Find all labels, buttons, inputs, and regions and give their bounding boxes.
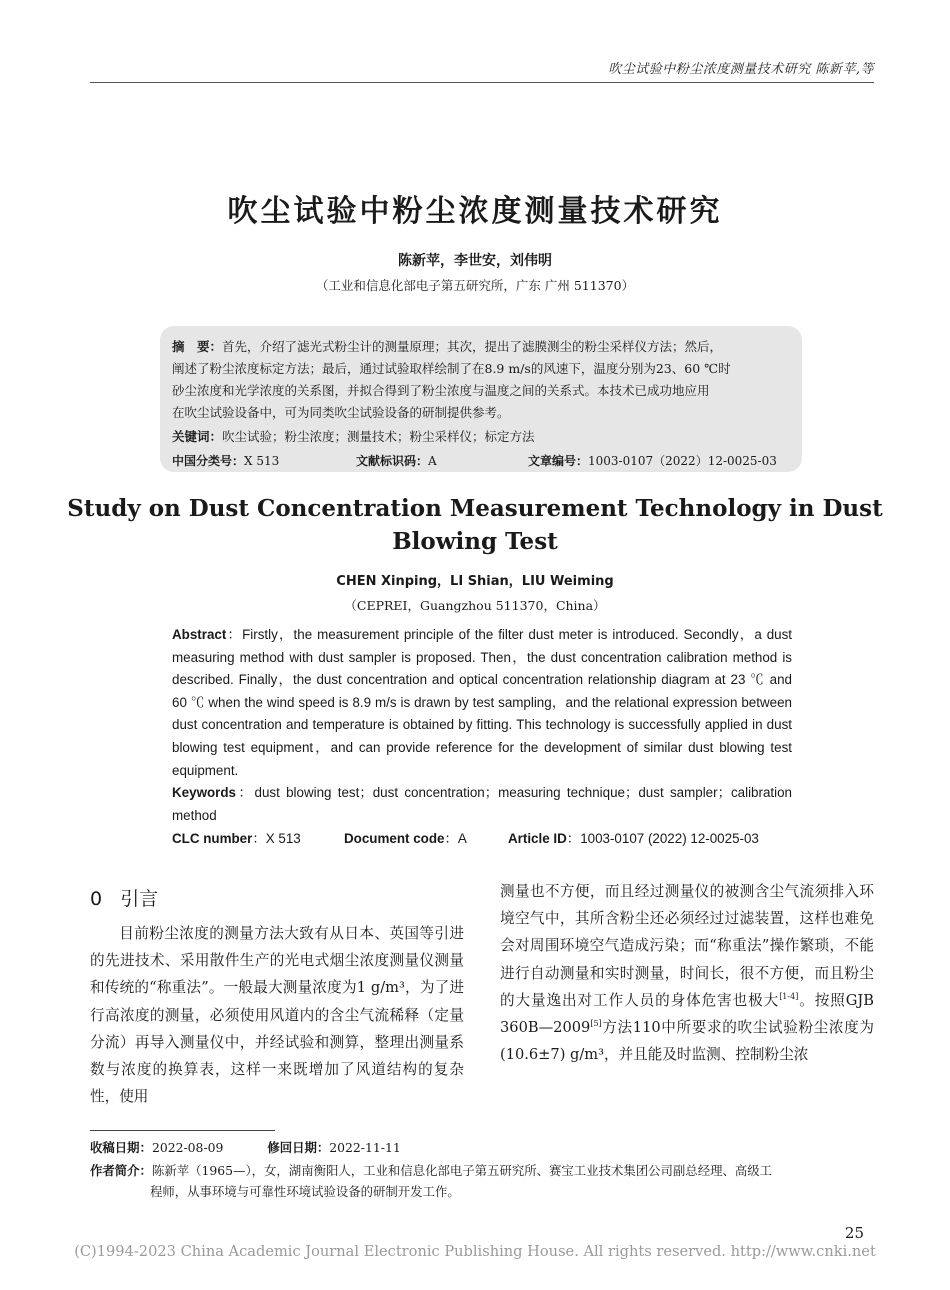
codes-row-en (172, 828, 792, 850)
affiliation-cn: （工业和信息化部电子第五研究所，广东 广州 511370） (315, 278, 635, 293)
paper-title-cn: 吹尘试验中粉尘浓度测量技术研究 (227, 194, 723, 229)
abstract-en: Abstract：Firstly，the measurement principle of the filter dust meter is introduced. Secondly，a dust measuring method with dust sampler is proposed. Then，the dust concentration calibration method is described. Finally，the dust concentration and optical concentration relationship diagram at 23 ℃ and 60 ℃ when the wind speed is 8.9 m/s is drawn by test sampling，and the relational expression between dust concentration and temperature is obtained by fitting. This technology is successfully applied in dust blowing test equipment，and can provide reference for the development of similar dust blowing test equipment. (172, 627, 793, 778)
keywords-cn (172, 426, 792, 448)
footnote-rule (90, 1130, 275, 1131)
keywords-cn-text: 吹尘试验；粉尘浓度；测量技术；粉尘采样仪；标定方法 (222, 429, 535, 444)
citation-1-4: [1-4] (779, 991, 799, 1001)
section-title: 引言 (120, 888, 159, 910)
clc-en: CLC number：X 513 (172, 831, 301, 846)
keywords-en-label: Keywords (172, 785, 236, 800)
section-heading (90, 884, 158, 911)
section-number: 0 (90, 888, 103, 910)
keywords-en-text: dust blowing test；dust concentration；measuring technique；dust sampler；calibration method (172, 785, 792, 823)
body-left-column: 目前粉尘浓度的测量方法大致有从日本、英国等引进的先进技术、采用散件生产的光电式烟尘浓度测量仪测量和传统的“称重法”。一般最大测量浓度为1 g/m³，为了进行高浓度的测量，必须使用风道内的含尘气流稀释（定量分流）再导入测量仪中，并经试验和测算，整理出测量系数与浓度的换算表，这样一来既增加了风道结构的复杂性，使用 (90, 925, 464, 1106)
keywords-en: Keywords：dust blowing test；dust concentration；measuring technique；dust sampler；calibration method (172, 785, 792, 823)
abstract-cn-line-1: 摘 要：首先，介绍了滤光式粉尘计的测量原理；其次，提出了滤膜测尘的粉尘采样仪方法；然后， (172, 339, 723, 354)
abstract-en-label: Abstract (172, 627, 227, 642)
header-rule (90, 82, 874, 83)
codes-row-cn (172, 450, 792, 472)
abstract-en-text: Firstly，the measurement principle of the filter dust meter is introduced. Secondly，a dust measuring method with dust sampler is proposed. Then，the dust concentration calibration method is described. Finally，the dust concentration and optical concentration relationship diagram at 23 ℃ and 60 ℃ when the wind speed is 8.9 m/s is drawn by test sampling，and the relational expression between dust concentration and temperature is obtained by fitting. This technology is successfully applied in dust blowing test equipment，and can provide reference for the development of similar dust blowing test equipment. (172, 627, 793, 778)
article-id-cn: 文章编号：1003-0107（2022）12-0025-03 (528, 454, 777, 468)
affiliation-en: （CEPREI，Guangzhou 511370，China） (344, 598, 606, 613)
abstract-cn-line-4: 在吹尘试验设备中，可为同类吹尘试验设备的研制提供参考。 (172, 405, 510, 420)
footnote-author-bio: 作者简介：陈新苹（1965—），女，湖南衡阳人，工业和信息化部电子第五研究所、赛宝工业技术集团公司副总经理、高级工 程师，从事环境与可靠性环境试验设备的研制开发工作。 (90, 1163, 773, 1199)
doc-code-en: Document code：A (344, 831, 467, 846)
body-right-column: 测量也不方便，而且经过测量仪的被测含尘气流须排入环境空气中，其所含粉尘还必须经过过滤装置，这样也难免会对周围环境空气造成污染；而“称重法”操作繁琐，不能进行自动测量和实时测量，时间长，很不方便，而且粉尘的大量逸出对工作人员的身体危害也极大[1-4]。按照GJB 360B—2009[5]方法110中所要求的吹尘试验粉尘浓度为(10.6±7) g/m³，并且能及时监测、控制粉尘浓 (500, 883, 874, 1064)
abstract-cn-line-2: 阐述了粉尘浓度标定方法；最后，通过试验取样绘制了在8.9 m/s的风速下，温度分别为23、60 ℃时 (172, 361, 731, 376)
keywords-cn-label: 关键词： (172, 429, 223, 444)
paper-title-en: Study on Dust Concentration Measurement Technology in Dust Blowing Test (67, 495, 883, 555)
doc-code-cn: 文献标识码：A (356, 454, 437, 468)
abstract-cn-label: 摘 要： (172, 339, 223, 354)
copyright-watermark: (C)1994-2023 China Academic Journal Electronic Publishing House. All rights reserved. http://www.cnki.net (74, 1243, 876, 1260)
abstract-cn-line-3: 砂尘浓度和光学浓度的关系图，并拟合得到了粉尘浓度与温度之间的关系式。本技术已成功地应用 (172, 383, 710, 398)
footnote-dates: 收稿日期：2022-08-09 修回日期：2022-11-11 (90, 1140, 401, 1155)
clc-cn: 中国分类号：X 513 (172, 454, 280, 468)
page-number: 25 (844, 1224, 864, 1242)
authors-cn: 陈新苹，李世安，刘伟明 (398, 253, 552, 269)
article-id-en: Article ID：1003-0107 (2022) 12-0025-03 (508, 831, 759, 846)
authors-en: CHEN Xinping，LI Shian，LIU Weiming (336, 574, 614, 589)
citation-5: [5] (590, 1019, 602, 1029)
running-head: 吹尘试验中粉尘浓度测量技术研究 陈新苹,等 (608, 62, 874, 77)
